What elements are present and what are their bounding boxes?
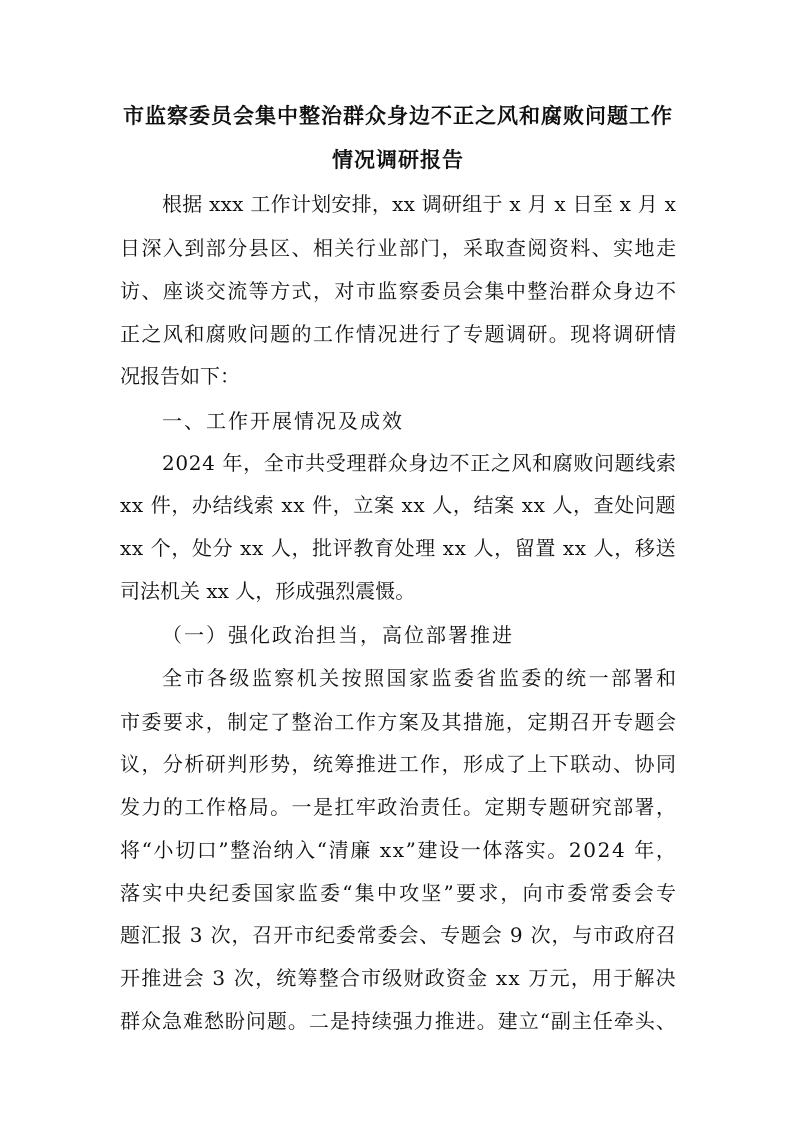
- paragraph-line: 议 ， 分 析 研 判 形 势 ， 统 筹 推 进 工 作 ， 形 成 了 上 下 联 动 、 协 同: [120, 752, 676, 776]
- paragraph-line: 题 汇 报 3 次 ， 召 开 市 纪 委 常 委 会 、 专 题 会 9 次 ， 与 市 政 府 召: [120, 923, 676, 947]
- paragraph-line: 群 众 急 难 愁 盼 问 题 。 二 是 持 续 强 力 推 进 。 建 立 “ 副 主 任 牵 头 、: [120, 1009, 676, 1033]
- subsection-heading-1: （一）强化政治担当，高位部署推进: [162, 623, 514, 647]
- document-title-line-1: 市监察委员会集中整治群众身边不正之风和腐败问题工作: [123, 103, 673, 128]
- section-heading-1: 一、工作开展情况及成效: [162, 409, 404, 433]
- paragraph-line: x x 个 ， 处 分 x x 人 ， 批 评 教 育 处 理 x x 人 ， 留 置 x x 人 ， 移 送: [120, 536, 676, 560]
- paragraph-line: 况报告如下：: [120, 364, 240, 388]
- paragraph-line: 根 据 x x x 工 作 计 划 安 排 ， x x 调 研 组 于 x 月 x 日 至 x 月 x: [162, 192, 676, 216]
- paragraph-line: 日 深 入 到 部 分 县 区 、 相 关 行 业 部 门 ， 采 取 查 阅 资 料 、 实 地 走: [120, 236, 676, 260]
- paragraph-line: x x 件 ， 办 结 线 索 x x 件 ， 立 案 x x 人 ， 结 案 x x 人 ， 查 处 问 题: [120, 493, 676, 517]
- document-title-line-2: 情况调研报告: [332, 147, 464, 172]
- paragraph-line: 全 市 各 级 监 察 机 关 按 照 国 家 监 委 省 监 委 的 统 一 部 署 和: [162, 666, 676, 690]
- paragraph-line: 正 之 风 和 腐 败 问 题 的 工 作 情 况 进 行 了 专 题 调 研 。 现 将 调 研 情: [120, 322, 676, 346]
- paragraph-line: 市 委 要 求 ， 制 定 了 整 治 工 作 方 案 及 其 措 施 ， 定 期 召 开 专 题 会: [120, 710, 676, 734]
- paragraph-line: 将 “ 小 切 口 ” 整 治 纳 入 “ 清 廉 x x ” 建 设 一 体 落 实 。 2 0 2 4 年 ，: [120, 838, 676, 862]
- paragraph-line: 开 推 进 会 3 次 ， 统 筹 整 合 市 级 财 政 资 金 x x 万 元 ， 用 于 解 决: [120, 966, 676, 990]
- paragraph-line: 落 实 中 央 纪 委 国 家 监 委 “ 集 中 攻 坚 ” 要 求 ， 向 市 委 常 委 会 专: [120, 881, 676, 905]
- paragraph-line: 司法机关 xx 人，形成强烈震慑。: [120, 579, 416, 603]
- paragraph-line: 2 0 2 4 年 ， 全 市 共 受 理 群 众 身 边 不 正 之 风 和 腐 败 问 题 线 索: [162, 451, 676, 475]
- paragraph-line: 发 力 的 工 作 格 局 。 一 是 扛 牢 政 治 责 任 。 定 期 专 题 研 究 部 署 ，: [120, 795, 676, 819]
- paragraph-line: 访 、 座 谈 交 流 等 方 式 ， 对 市 监 察 委 员 会 集 中 整 治 群 众 身 边 不: [120, 279, 676, 303]
